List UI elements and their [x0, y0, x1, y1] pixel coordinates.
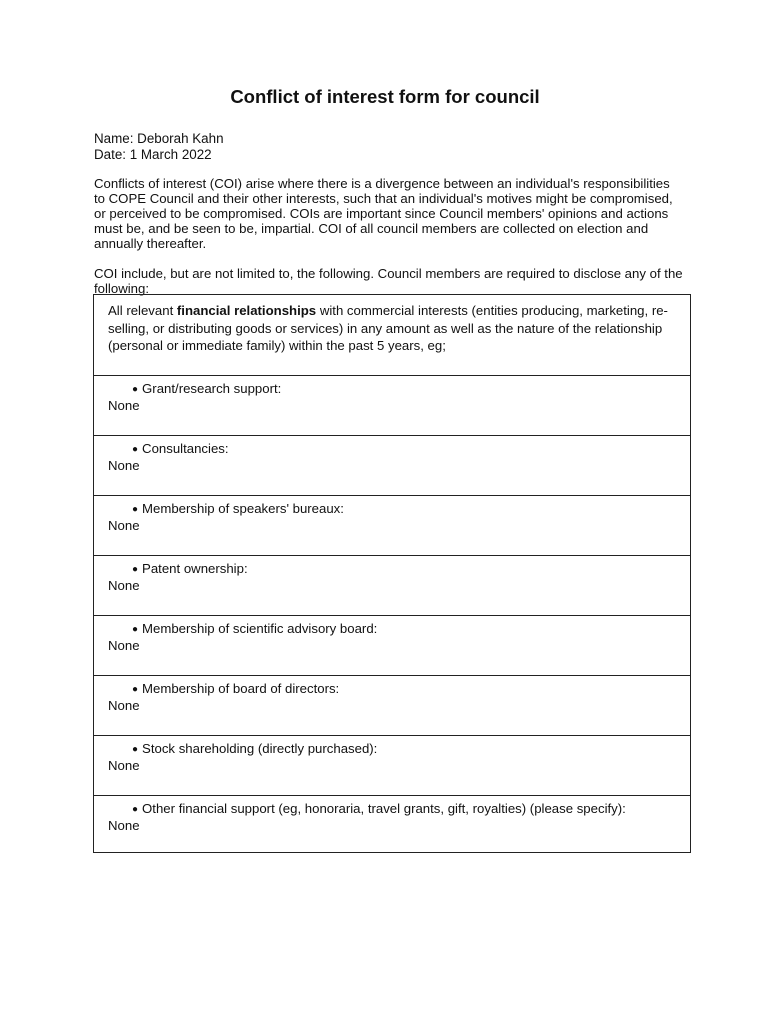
bullet-icon: ● — [132, 384, 139, 395]
disclosure-row-speakers-bureaux — [94, 495, 690, 555]
bullet-icon: ● — [132, 564, 139, 575]
answer-speakers-bureaux: None — [108, 518, 140, 533]
disclosure-row-board-of-directors — [94, 675, 690, 735]
intro-bold-text: financial relationships — [176, 303, 317, 318]
coi-definition-paragraph: Conflicts of interest (COI) arise where there is a divergence between an individual's responsibilities to COPE Council and their other interests, such that an individual's motives might be compromised, or perceived to be compromised. COIs are important since Council members' opinions and actions must be, and be seen to be, impartial. COI of all council members are collected on election and annually thereafter. — [94, 176, 673, 251]
question-label: Membership of speakers' bureaux: — [142, 501, 344, 516]
disclosure-row-stock — [94, 735, 690, 795]
question-label: Membership of scientific advisory board: — [142, 621, 378, 636]
bullet-icon: ● — [132, 744, 139, 755]
question-speakers-bureaux — [132, 501, 344, 516]
disclosure-row-other-support — [94, 795, 690, 852]
intro-text-end: with commercial interests (entities producing, marketing, re-selling, or distributing goods or services) in any amount as well as the nature of the relationship (personal or immediate family) within the past 5 years, eg; — [108, 303, 668, 353]
disclosure-row-advisory-board — [94, 615, 690, 675]
bullet-icon: ● — [132, 444, 139, 455]
disclosure-row-consultancies — [94, 435, 690, 495]
question-label: Consultancies: — [142, 441, 229, 456]
bullet-icon: ● — [132, 624, 139, 635]
question-grant — [132, 381, 281, 396]
question-label: Patent ownership: — [142, 561, 248, 576]
form-title: Conflict of interest form for council — [230, 86, 540, 107]
financial-relationships-intro — [108, 302, 678, 355]
question-patent — [132, 561, 248, 576]
date-line: Date: 1 March 2022 — [94, 147, 212, 162]
question-label: Grant/research support: — [142, 381, 282, 396]
question-advisory-board — [132, 621, 377, 636]
question-consultancies — [132, 441, 229, 456]
question-other-support — [132, 801, 626, 816]
question-board-of-directors — [132, 681, 339, 696]
answer-stock: None — [108, 758, 140, 773]
name-line: Name: Deborah Kahn — [94, 131, 224, 146]
bullet-icon: ● — [132, 684, 139, 695]
intro-text-start: All relevant — [108, 303, 177, 318]
disclosure-row-grant — [94, 375, 690, 435]
question-label: Other financial support (eg, honoraria, travel grants, gift, royalties) (please specify): — [142, 801, 626, 816]
answer-patent: None — [108, 578, 140, 593]
bullet-icon: ● — [132, 804, 139, 815]
answer-board-of-directors: None — [108, 698, 140, 713]
answer-consultancies: None — [108, 458, 140, 473]
question-stock — [132, 741, 377, 756]
answer-other-support: None — [108, 818, 140, 833]
disclosure-table — [93, 294, 691, 853]
form-meta — [94, 131, 224, 163]
disclosure-row-patent — [94, 555, 690, 615]
coi-disclosure-paragraph: COI include, but are not limited to, the following. Council members are required to disclose any of the following: — [94, 266, 683, 296]
answer-grant: None — [108, 398, 140, 413]
answer-advisory-board: None — [108, 638, 140, 653]
question-label: Stock shareholding (directly purchased): — [142, 741, 378, 756]
bullet-icon: ● — [132, 504, 139, 515]
question-label: Membership of board of directors: — [142, 681, 340, 696]
